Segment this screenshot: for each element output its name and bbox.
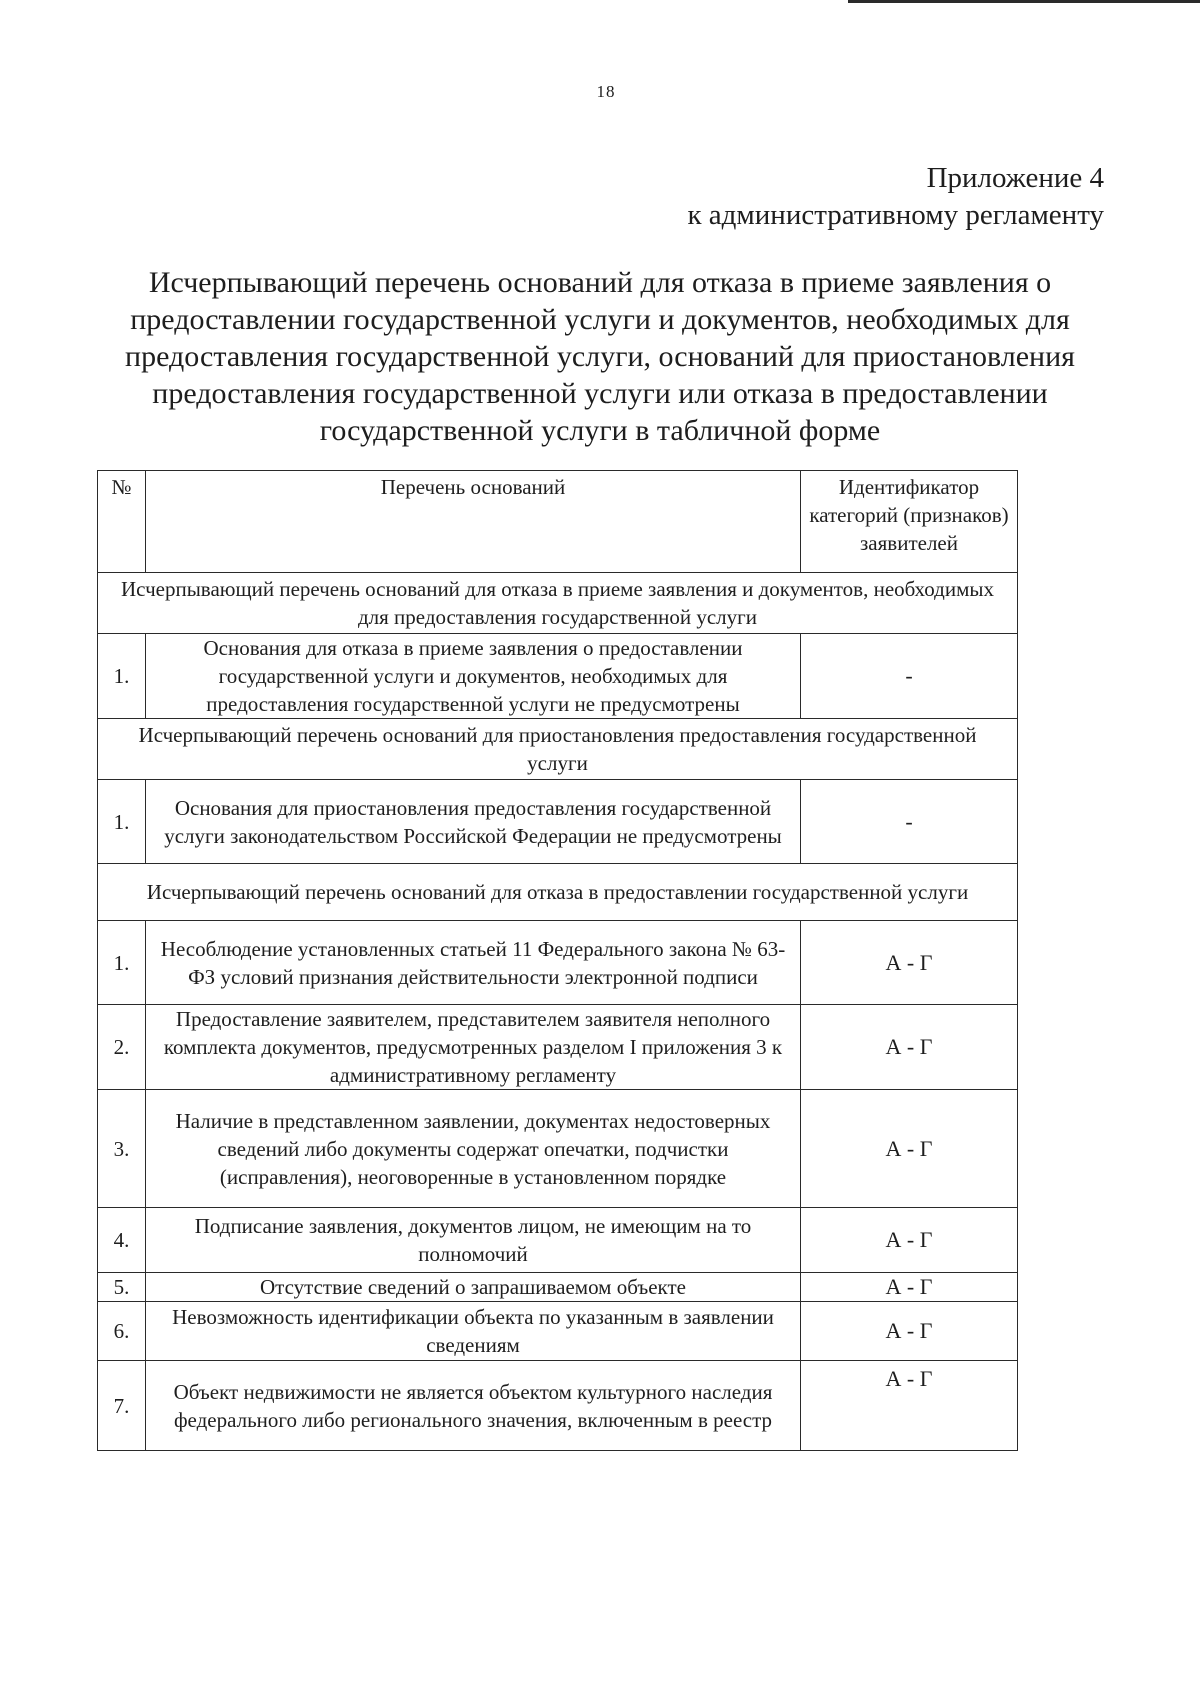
row-num: 1. [98,921,146,1005]
table-row [98,780,1018,864]
header-num: № [98,471,146,573]
row-num: 1. [98,634,146,719]
row-num: 7. [98,1361,146,1451]
row-identifier: А - Г [801,1273,1018,1302]
row-identifier: А - Г [801,1302,1018,1361]
row-num: 1. [98,780,146,864]
section-title: Исчерпывающий перечень оснований для отказа в приеме заявления и документов, необходимых для предоставления государственной услуги [98,573,1018,634]
table-row [98,1361,1018,1451]
row-identifier: А - Г [801,1361,1018,1451]
scan-top-edge-line [848,0,1200,3]
row-identifier: А - Г [801,1090,1018,1208]
section-title: Исчерпывающий перечень оснований для приостановления предоставления государственной услуги [98,719,1018,780]
row-identifier: А - Г [801,921,1018,1005]
appendix-label [687,160,1104,234]
section-title: Исчерпывающий перечень оснований для отказа в предоставлении государственной услуги [98,864,1018,921]
row-identifier: А - Г [801,1208,1018,1273]
row-num: 3. [98,1090,146,1208]
table-row [98,1208,1018,1273]
appendix-line-2: к административному регламенту [687,199,1104,231]
appendix-line-1: Приложение 4 [926,162,1104,194]
row-text: Предоставление заявителем, представителем заявителя неполного комплекта документов, предусмотренных разделом I приложения 3 к административному регламенту [146,1005,801,1090]
row-num: 6. [98,1302,146,1361]
row-num: 4. [98,1208,146,1273]
row-text: Объект недвижимости не является объектом культурного наследия федерального либо регионального значения, включенным в реестр [146,1361,801,1451]
table-row [98,634,1018,719]
row-text: Несоблюдение установленных статьей 11 Федерального закона № 63-ФЗ условий признания действительности электронной подписи [146,921,801,1005]
document-title: Исчерпывающий перечень оснований для отказа в приеме заявления о предоставлении государственной услуги и документов, необходимых для предоставления государственной услуги, оснований для приостановления предоставления государственной услуги или отказа в предоставлении государственной услуги в табличной форме [125,266,1075,447]
row-text: Невозможность идентификации объекта по указанным в заявлении сведениям [146,1302,801,1361]
section-row [98,573,1018,634]
section-row [98,719,1018,780]
row-text: Наличие в представленном заявлении, документах недостоверных сведений либо документы содержат опечатки, подчистки (исправления), неоговоренные в установленном порядке [146,1090,801,1208]
header-identifier: Идентификатор категорий (признаков) заявителей [801,471,1018,573]
page-number: 18 [596,82,616,101]
table-row [98,1005,1018,1090]
row-identifier: А - Г [801,1005,1018,1090]
row-text: Основания для отказа в приеме заявления о предоставлении государственной услуги и документов, необходимых для предоставления государственной услуги не предусмотрены [146,634,801,719]
row-text: Подписание заявления, документов лицом, не имеющим на то полномочий [146,1208,801,1273]
section-row [98,864,1018,921]
row-num: 5. [98,1273,146,1302]
header-grounds: Перечень оснований [146,471,801,573]
table-row [98,1302,1018,1361]
table-header-row [98,471,1018,573]
row-identifier: - [801,780,1018,864]
table-row [98,1090,1018,1208]
row-text: Отсутствие сведений о запрашиваемом объекте [146,1273,801,1302]
grounds-table [97,470,1018,1451]
row-num: 2. [98,1005,146,1090]
table-row [98,1273,1018,1302]
row-identifier: - [801,634,1018,719]
row-text: Основания для приостановления предоставления государственной услуги законодательством Российской Федерации не предусмотрены [146,780,801,864]
table-row [98,921,1018,1005]
